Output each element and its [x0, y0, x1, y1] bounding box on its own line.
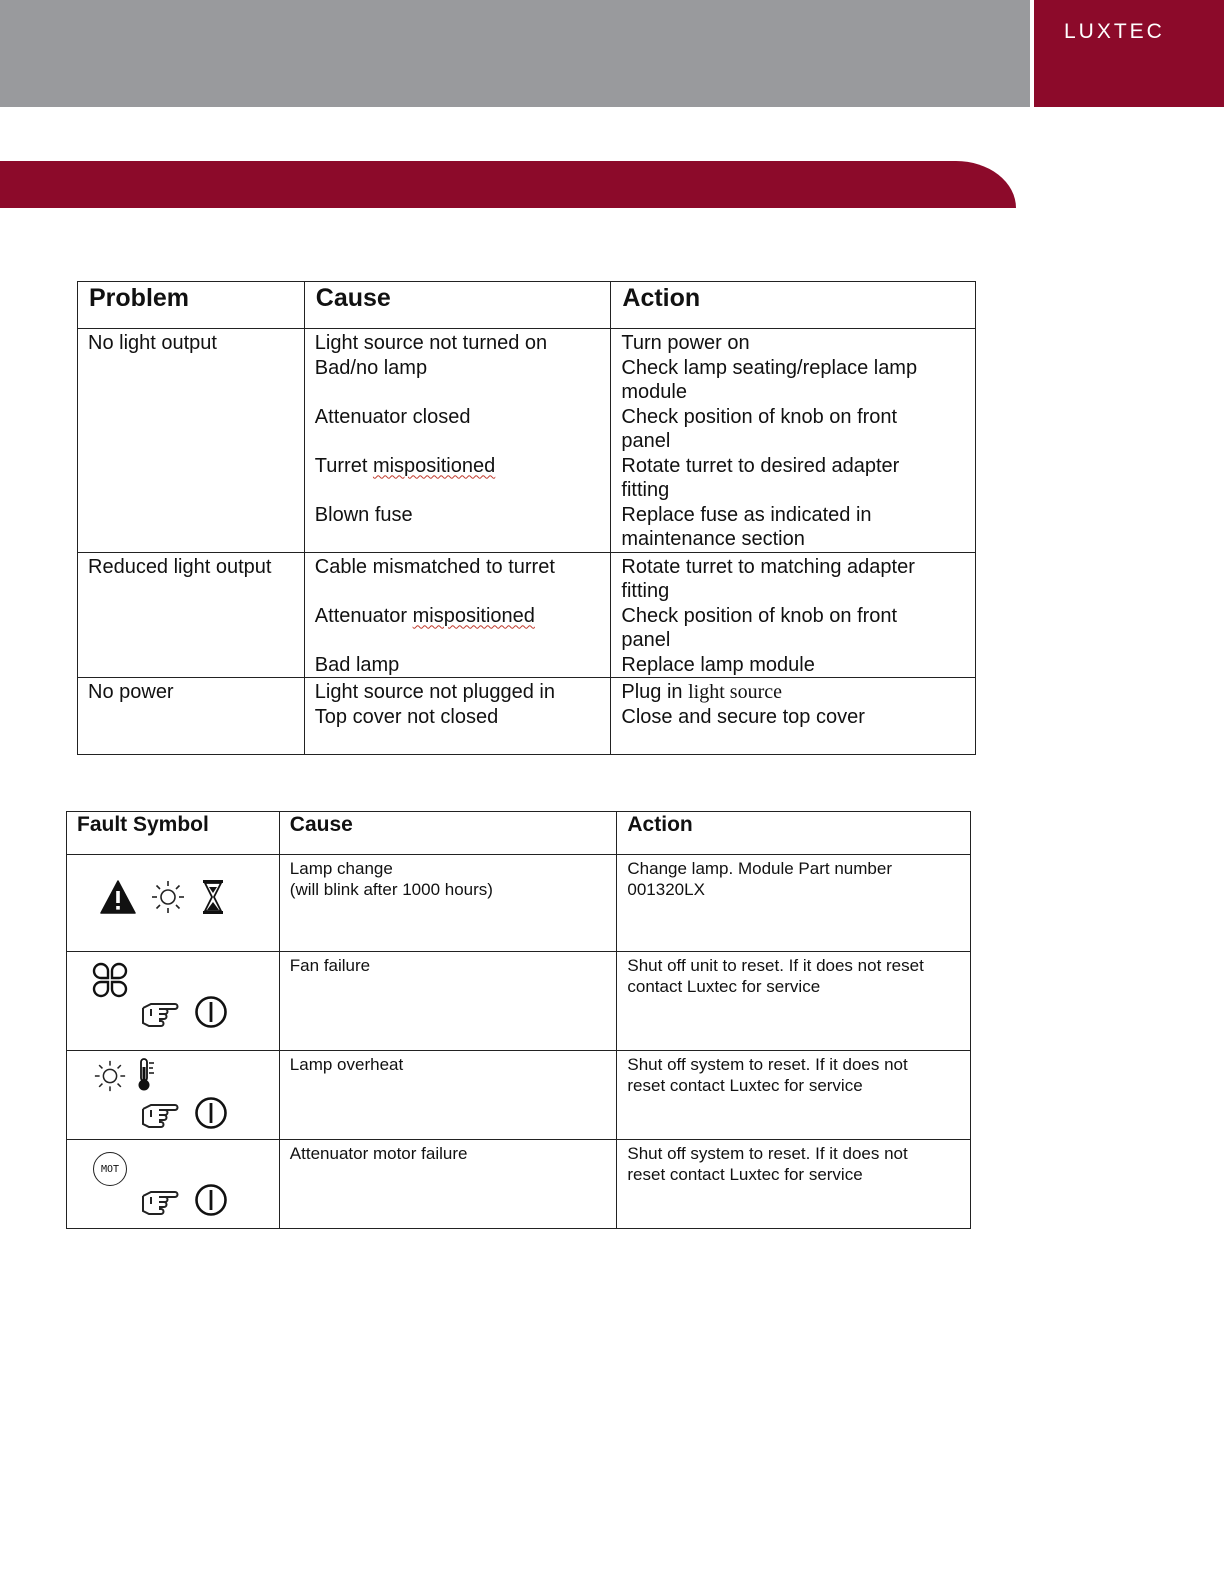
cause-line: Light source not turned on — [314, 332, 548, 354]
motor-icon — [93, 1152, 127, 1186]
hand-pointer-icon — [141, 1097, 179, 1129]
fault-symbol-cell — [67, 1051, 280, 1140]
action-line: Replace fuse as indicated in — [621, 503, 872, 526]
cause-cell: Lamp change (will blink after 1000 hours) — [279, 855, 617, 952]
table-row — [78, 329, 976, 553]
action-line: Rotate turret to matching adapter — [621, 555, 915, 578]
table-header-row — [67, 812, 971, 855]
action-line: panel — [621, 430, 671, 452]
cause-cell: Attenuator motor failure — [279, 1140, 617, 1229]
hourglass-icon — [201, 879, 225, 915]
cause-line: Light source not plugged in — [314, 681, 555, 703]
action-cell: Change lamp. Module Part number 001320LX — [617, 855, 971, 952]
header-cause: Cause — [279, 812, 617, 855]
thermometer-icon — [133, 1057, 159, 1093]
table-row — [78, 678, 976, 755]
table-row — [67, 1051, 971, 1140]
cause-cell — [304, 552, 611, 678]
fan-icon — [91, 962, 129, 998]
warning-icon — [100, 880, 136, 914]
troubleshooting-table — [77, 281, 976, 755]
spellcheck-word: mispositioned — [372, 454, 496, 477]
cause-line: Bad lamp — [314, 653, 400, 676]
header-action: Action — [617, 812, 971, 855]
action-cell — [611, 678, 976, 755]
header-bar — [0, 0, 1030, 107]
cause-line: Cable mismatched to turret — [314, 555, 555, 578]
action-cell — [611, 552, 976, 678]
table-row — [67, 1140, 971, 1229]
lamp-icon — [93, 1059, 127, 1093]
fault-symbol-cell — [67, 1140, 280, 1229]
action-line: Close and secure top cover — [621, 705, 865, 728]
section-banner — [0, 161, 1016, 208]
spellcheck-word: mispositioned — [412, 604, 535, 627]
header-action: Action — [611, 282, 976, 329]
action-cell: Shut off system to reset. If it does not reset contact Luxtec for service — [617, 1051, 971, 1140]
hand-pointer-icon — [141, 1184, 179, 1216]
cause-line: Attenuator mispositioned — [314, 604, 535, 627]
power-icon — [194, 995, 228, 1029]
cause-cell: Fan failure — [279, 952, 617, 1051]
action-line: Check position of knob on front — [621, 405, 898, 428]
action-line: fitting — [621, 580, 670, 602]
action-cell — [611, 329, 976, 553]
action-line: Rotate turret to desired adapter — [621, 454, 900, 477]
motor-label: MOT — [100, 1163, 120, 1175]
cause-line: Bad/no lamp — [314, 356, 428, 379]
fault-symbol-cell — [67, 952, 280, 1051]
cause-line: Blown fuse — [314, 503, 413, 526]
cause-cell — [304, 678, 611, 755]
table-row — [67, 952, 971, 1051]
header-fault-symbol: Fault Symbol — [67, 812, 280, 855]
action-line: fitting — [621, 479, 670, 501]
lamp-icon — [150, 879, 186, 915]
header-problem: Problem — [78, 282, 305, 329]
cause-line: Top cover not closed — [314, 705, 499, 728]
fault-symbol-table — [66, 811, 971, 1229]
action-line: Plug in light source — [621, 681, 782, 703]
action-line: module — [621, 381, 687, 403]
action-line: Replace lamp module — [621, 653, 815, 676]
power-icon — [194, 1096, 228, 1130]
problem-cell: No power — [78, 678, 305, 755]
action-line: Turn power on — [621, 332, 750, 354]
action-line: maintenance section — [621, 528, 805, 550]
power-icon — [194, 1183, 228, 1217]
brand-logo-box — [1034, 0, 1224, 107]
hand-pointer-icon — [141, 996, 179, 1028]
table-row — [78, 552, 976, 678]
header-cause: Cause — [304, 282, 611, 329]
fault-symbol-cell — [67, 855, 280, 952]
cause-line: Turret mispositioned — [314, 454, 496, 477]
cause-cell — [304, 329, 611, 553]
action-line: Check position of knob on front — [621, 604, 898, 627]
problem-cell: Reduced light output — [78, 552, 305, 678]
table-row — [67, 855, 971, 952]
luxtec-logo: LUXTEC — [1064, 20, 1165, 43]
action-line: Check lamp seating/replace lamp — [621, 356, 918, 379]
cause-line: Attenuator closed — [314, 405, 471, 428]
cause-cell: Lamp overheat — [279, 1051, 617, 1140]
action-cell: Shut off unit to reset. If it does not reset contact Luxtec for service — [617, 952, 971, 1051]
action-cell: Shut off system to reset. If it does not reset contact Luxtec for service — [617, 1140, 971, 1229]
problem-cell: No light output — [78, 329, 305, 553]
table-header-row — [78, 282, 976, 329]
action-line: panel — [621, 629, 671, 651]
